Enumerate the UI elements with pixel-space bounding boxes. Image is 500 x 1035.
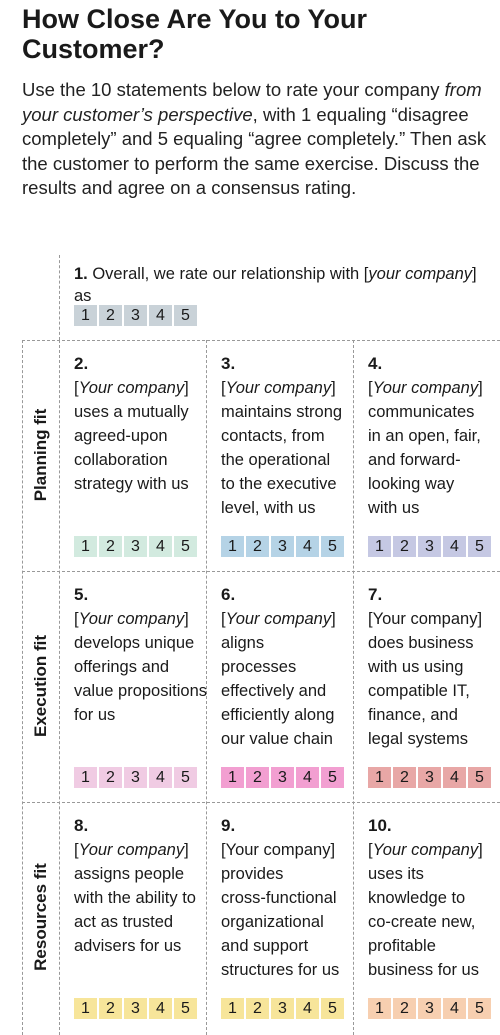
scale-option[interactable]: 3	[271, 998, 294, 1019]
statement-line: the operational	[221, 451, 331, 469]
statement-10	[368, 814, 500, 982]
statement-line: contacts, from	[221, 427, 325, 445]
scale-option[interactable]: 2	[99, 998, 122, 1019]
statement-line: profitable	[368, 937, 436, 955]
scale-option[interactable]: 5	[321, 767, 344, 788]
intro-text-2: , with 1 equaling “disagree completely” and 5 equaling “agree completely.” Then ask the customer to perform the same exercise. Discuss the results and agree on a consensus rating.	[22, 103, 487, 198]
scale-option[interactable]: 2	[393, 998, 416, 1019]
scale-option[interactable]: 3	[418, 536, 441, 557]
statement-line: organizational	[221, 913, 324, 931]
statement-line: processes	[221, 658, 297, 676]
scale-option[interactable]: 5	[321, 536, 344, 557]
scale-option[interactable]: 4	[149, 767, 172, 788]
scale-option[interactable]: 1	[221, 767, 244, 788]
scale-option[interactable]: 5	[174, 998, 197, 1019]
statement-9	[221, 814, 361, 982]
statement-line: aligns	[221, 634, 265, 652]
statement-8	[74, 814, 214, 958]
scale-option[interactable]: 5	[321, 998, 344, 1019]
statement-number: 10.	[368, 816, 392, 835]
grid-line	[22, 802, 500, 803]
scale-option[interactable]: 3	[124, 305, 147, 326]
scale-option[interactable]: 1	[74, 536, 97, 557]
company-placeholder: [Your company]	[221, 841, 336, 859]
statement-line: level, with us	[221, 499, 316, 517]
statement-line: does business	[368, 634, 474, 652]
statement-line: maintains strong	[221, 403, 343, 421]
statement-number: 9.	[221, 816, 236, 835]
scale-option[interactable]: 5	[174, 305, 197, 326]
row-label-execution-fit: Execution fit	[31, 635, 50, 738]
scale-option[interactable]: 3	[124, 767, 147, 788]
statement-line: value propositions	[74, 682, 207, 700]
scale-option[interactable]: 4	[149, 998, 172, 1019]
statement-line: our value chain	[221, 730, 333, 748]
statement-line: uses its	[368, 865, 424, 883]
statement-line: legal systems	[368, 730, 468, 748]
question-number: 1.	[74, 265, 88, 283]
company-placeholder: [Your company]	[368, 610, 483, 628]
statement-number: 6.	[221, 585, 236, 604]
row-label-planning-fit: Planning fit	[31, 408, 50, 502]
statement-number: 5.	[74, 585, 89, 604]
rating-scale	[74, 536, 199, 557]
statement-line: advisers for us	[74, 937, 182, 955]
scale-option[interactable]: 2	[393, 767, 416, 788]
statement-6	[221, 583, 361, 751]
statement-number: 4.	[368, 354, 383, 373]
statement-line: knowledge to	[368, 889, 466, 907]
statement-line: agreed-upon	[74, 427, 168, 445]
scale-option[interactable]: 2	[99, 767, 122, 788]
statement-line: with the ability to	[74, 889, 196, 907]
statement-line: uses a mutually	[74, 403, 189, 421]
scale-option[interactable]: 2	[99, 536, 122, 557]
grid-line	[22, 340, 23, 1035]
rating-scale	[74, 767, 199, 788]
statement-line: in an open, fair,	[368, 427, 481, 445]
statement-line: develops unique	[74, 634, 195, 652]
statement-line: efficiently along	[221, 706, 335, 724]
statement-line: compatible IT,	[368, 682, 470, 700]
scale-option[interactable]: 3	[271, 536, 294, 557]
scale-option[interactable]: 4	[443, 998, 466, 1019]
scale-option[interactable]: 4	[443, 767, 466, 788]
scale-option[interactable]: 2	[393, 536, 416, 557]
statement-line: collaboration	[74, 451, 168, 469]
scale-option[interactable]: 1	[74, 998, 97, 1019]
statement-2	[74, 352, 214, 496]
statement-line: with us using	[368, 658, 464, 676]
statement-number: 2.	[74, 354, 89, 373]
rating-scale	[221, 767, 346, 788]
scale-option[interactable]: 1	[368, 767, 391, 788]
grid-line	[59, 340, 60, 1035]
scale-option[interactable]: 4	[149, 536, 172, 557]
statement-line: provides	[221, 865, 284, 883]
statement-number: 8.	[74, 816, 89, 835]
rating-scale	[368, 767, 493, 788]
statement-line: offerings and	[74, 658, 170, 676]
statement-line: and forward-	[368, 451, 461, 469]
statement-number: 7.	[368, 585, 383, 604]
company-placeholder: [Your company]	[221, 379, 336, 397]
statement-line: business for us	[368, 961, 479, 979]
scale-option[interactable]: 4	[149, 305, 172, 326]
statement-line: communicates	[368, 403, 475, 421]
rating-scale	[74, 998, 199, 1019]
scale-option[interactable]: 4	[296, 536, 319, 557]
company-placeholder: [Your company]	[74, 610, 189, 628]
scale-option[interactable]: 1	[74, 305, 97, 326]
company-placeholder: [Your company]	[221, 610, 336, 628]
scale-option[interactable]: 4	[296, 998, 319, 1019]
statement-line: with us	[368, 499, 420, 517]
statement-line: cross-functional	[221, 889, 337, 907]
rating-scale	[368, 536, 493, 557]
statement-line: act as trusted	[74, 913, 174, 931]
rating-scale	[74, 305, 199, 326]
scale-option[interactable]: 3	[271, 767, 294, 788]
company-placeholder: [Your company]	[74, 379, 189, 397]
rating-scale	[368, 998, 493, 1019]
scale-option[interactable]: 2	[246, 767, 269, 788]
scale-option[interactable]: 3	[124, 998, 147, 1019]
rating-scale	[221, 536, 346, 557]
statement-line: finance, and	[368, 706, 458, 724]
intro-paragraph	[22, 78, 492, 201]
statement-7	[368, 583, 500, 751]
scale-option[interactable]: 5	[174, 536, 197, 557]
scale-option[interactable]: 2	[246, 998, 269, 1019]
grid-line	[59, 255, 60, 340]
scale-option[interactable]: 1	[221, 536, 244, 557]
statement-line: to the executive	[221, 475, 337, 493]
scale-option[interactable]: 2	[99, 305, 122, 326]
statement-5	[74, 583, 214, 727]
grid-line	[22, 571, 500, 572]
question-text: Overall, we rate our relationship with [	[87, 265, 369, 283]
scale-option[interactable]: 2	[246, 536, 269, 557]
intro-emphasis: from your customer’s perspective	[22, 79, 482, 125]
company-placeholder: [Your company]	[368, 379, 483, 397]
scale-option[interactable]: 1	[368, 536, 391, 557]
scale-option[interactable]: 5	[468, 536, 491, 557]
scale-option[interactable]: 5	[174, 767, 197, 788]
scale-option[interactable]: 1	[74, 767, 97, 788]
question-text: ] as	[74, 265, 477, 305]
statement-line: assigns people	[74, 865, 185, 883]
company-placeholder: [Your company]	[74, 841, 189, 859]
statement-line: looking way	[368, 475, 455, 493]
scale-option[interactable]: 1	[221, 998, 244, 1019]
scale-option[interactable]: 4	[296, 767, 319, 788]
statement-number: 3.	[221, 354, 236, 373]
statement-line: and support	[221, 937, 309, 955]
page-title: How Close Are You to Your Customer?	[22, 4, 368, 64]
rating-scale	[221, 998, 346, 1019]
statement-line: co-create new,	[368, 913, 476, 931]
question-1	[74, 263, 498, 307]
company-placeholder: [Your company]	[368, 841, 483, 859]
scale-option[interactable]: 3	[418, 767, 441, 788]
scale-option[interactable]: 3	[418, 998, 441, 1019]
statement-line: structures for us	[221, 961, 340, 979]
scale-option[interactable]: 1	[368, 998, 391, 1019]
scale-option[interactable]: 5	[468, 767, 491, 788]
statement-line: effectively and	[221, 682, 327, 700]
statement-line: strategy with us	[74, 475, 189, 493]
scale-option[interactable]: 4	[443, 536, 466, 557]
statement-4	[368, 352, 500, 520]
statement-3	[221, 352, 361, 520]
scale-option[interactable]: 5	[468, 998, 491, 1019]
grid-line	[22, 340, 500, 341]
row-label-resources-fit: Resources fit	[31, 863, 50, 971]
intro-text-1: Use the 10 statements below to rate your company	[22, 79, 445, 100]
scale-option[interactable]: 3	[124, 536, 147, 557]
statement-line: for us	[74, 706, 116, 724]
company-placeholder: your company	[368, 265, 473, 283]
